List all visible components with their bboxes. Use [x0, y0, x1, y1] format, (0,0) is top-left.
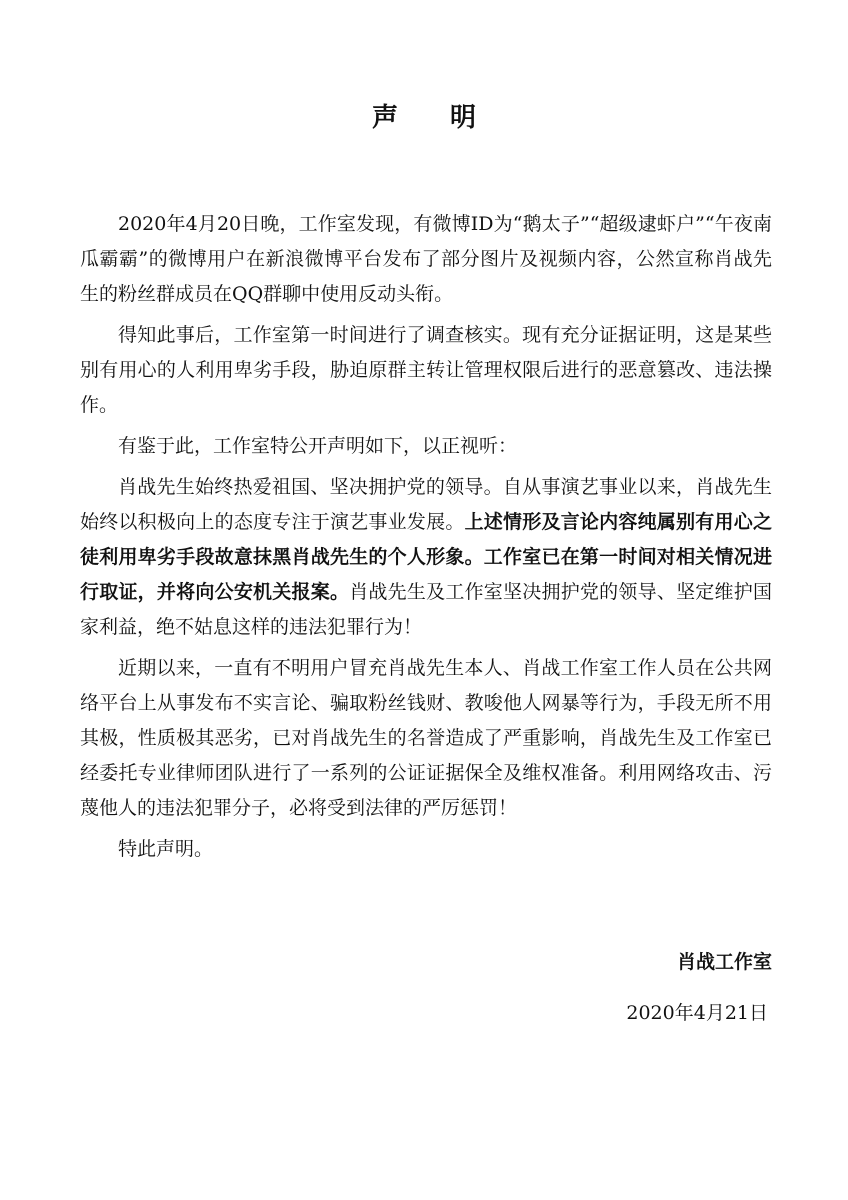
paragraph-6-text: 特此声明。: [118, 838, 214, 860]
paragraph-4-bold-text: 上述情形及言论内容纯属别有用心之徒利用卑劣手段故意抹黑肖战先生的个人形象。工作室已在第一时间对相关情况进行取证，并将向公安机关报案。: [80, 511, 772, 603]
document-title: 声明: [371, 103, 528, 133]
document-body: [80, 207, 772, 873]
paragraph-3-text: 有鉴于此，工作室特公开声明如下，以正视听：: [118, 435, 518, 457]
paragraph-2: [80, 318, 772, 423]
paragraph-5: [80, 651, 772, 826]
paragraph-1-text: 2020年4月20日晚，工作室发现，有微博ID为“鹅太子”“超级逮虾户”“午夜南瓜霸霸”的微博用户在新浪微博平台发布了部分图片及视频内容，公然宣称肖战先生的粉丝群成员在QQ群聊中使用反动头衔。: [80, 213, 772, 305]
paragraph-6: [80, 832, 772, 867]
paragraph-1: [80, 207, 772, 312]
paragraph-2-text: 得知此事后，工作室第一时间进行了调查核实。现有充分证据证明，这是某些别有用心的人利用卑劣手段，胁迫原群主转让管理权限后进行的恶意篡改、违法操作。: [80, 324, 772, 416]
date: 2020年4月21日: [626, 1002, 768, 1024]
signature: 肖战工作室: [676, 951, 772, 973]
paragraph-5-text: 近期以来，一直有不明用户冒充肖战先生本人、肖战工作室工作人员在公共网络平台上从事发布不实言论、骗取粉丝钱财、教唆他人网暴等行为，手段无所不用其极，性质极其恶劣，已对肖战先生的名誉造成了严重影响，肖战先生及工作室已经委托专业律师团队进行了一系列的公证证据保全及维权准备。利用网络攻击、污蔑他人的违法犯罪分子，必将受到法律的严厉惩罚！: [80, 657, 772, 819]
paragraph-4-text-end: 肖战先生及工作室坚决拥护党的领导、坚定维护国家利益，绝不姑息这样的违法犯罪行为！: [80, 581, 772, 638]
paragraph-3: [80, 429, 772, 464]
paragraph-4-text: 肖战先生始终热爱祖国、坚决拥护党的领导。自从事演艺事业以来，肖战先生始终以积极向上的态度专注于演艺事业发展。: [80, 476, 772, 533]
paragraph-4: [80, 470, 772, 645]
